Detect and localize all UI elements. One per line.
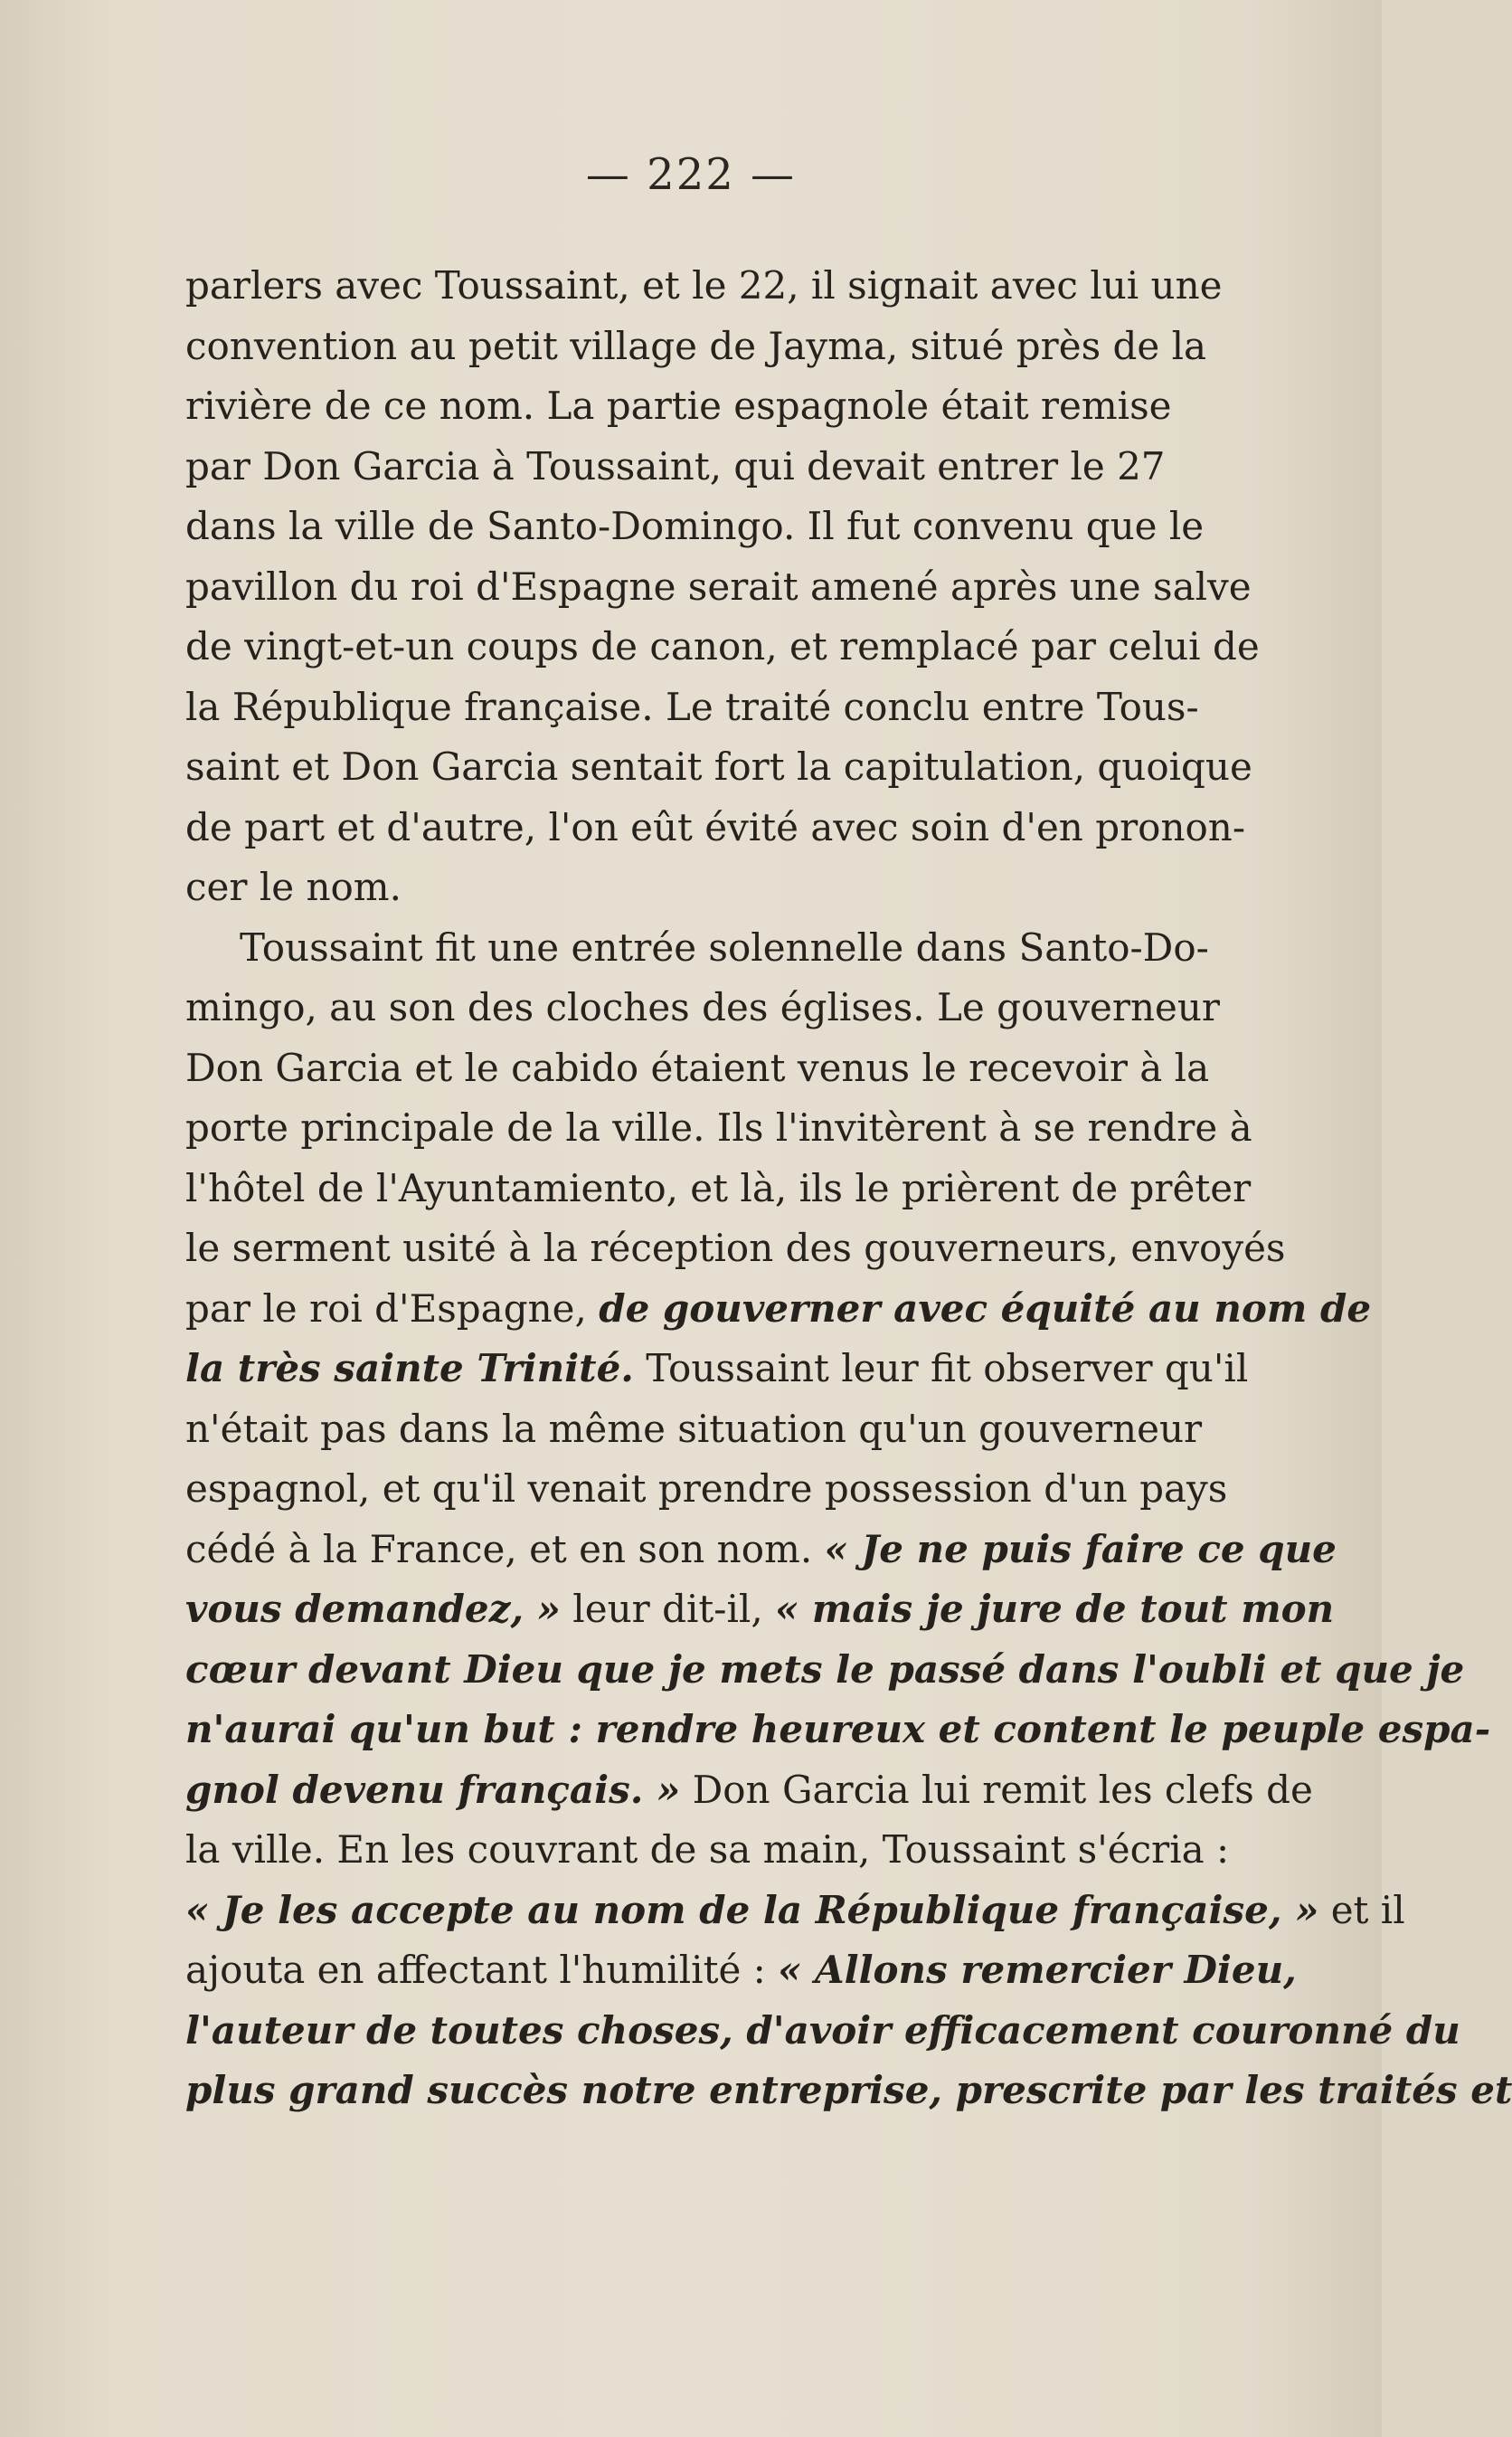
text-segment: Toussaint leur fit observer qu'il: [646, 1346, 1249, 1390]
italic-quote: gnol devenu français. »: [185, 1767, 681, 1812]
text-line: la République française. Le traité conclu entre Tous-: [185, 684, 1199, 729]
italic-quote: « Je les accepte au nom de la République française, »: [185, 1887, 1319, 1932]
text-line: dans la ville de Santo-Domingo. Il fut convenu que le: [185, 504, 1205, 548]
italic-line: l'auteur de toutes choses, d'avoir efficacement couronné du: [185, 2007, 1460, 2053]
text-line: rivière de ce nom. La partie espagnole était remise: [185, 384, 1172, 428]
text-line: saint et Don Garcia sentait fort la capitulation, quoique: [185, 744, 1252, 789]
text-line: l'hôtel de l'Ayuntamiento, et là, ils le prièrent de prêter: [185, 1165, 1252, 1210]
text-line: convention au petit village de Jayma, situé près de la: [185, 323, 1207, 368]
italic-quote: de gouverner avec équité au nom de: [599, 1285, 1372, 1331]
italic-quote: « Allons remercier Dieu,: [778, 1948, 1297, 1992]
text-line: [185, 1940, 1361, 2001]
text-line: [185, 1760, 1361, 1821]
text-segment: Don Garcia lui remit les clefs de: [692, 1767, 1313, 1812]
italic-line: n'aurai qu'un but : rendre heureux et content le peuple espa-: [185, 1707, 1491, 1751]
text-line: [185, 1579, 1361, 1640]
text-segment: et il: [1330, 1887, 1405, 1932]
text-segment: ajouta en affectant l'humilité :: [185, 1948, 766, 1992]
text-line: porte principale de la ville. Ils l'invitèrent à se rendre à: [185, 1105, 1252, 1150]
text-line: Don Garcia et le cabido étaient venus le recevoir à la: [185, 1045, 1210, 1090]
body-text: [185, 256, 1512, 2121]
text-line: [185, 1339, 1361, 1399]
text-line: [185, 1520, 1361, 1580]
page-number: — 222 —: [585, 149, 797, 200]
text-line: n'était pas dans la même situation qu'un gouverneur: [185, 1406, 1203, 1451]
text-segment: par le roi d'Espagne,: [185, 1285, 587, 1331]
italic-line: cœur devant Dieu que je mets le passé dans l'oubli et que je: [185, 1646, 1465, 1692]
italic-quote: vous demandez, »: [185, 1587, 561, 1631]
text-line: par Don Garcia à Toussaint, qui devait entrer le 27: [185, 443, 1166, 488]
text-line: mingo, au son des cloches des églises. Le gouverneur: [185, 985, 1221, 1029]
text-segment: cédé à la France, et en son nom.: [185, 1526, 813, 1571]
text-line: de part et d'autre, l'on eût évité avec soin d'en pronon-: [185, 804, 1246, 849]
text-line: parlers avec Toussaint, et le 22, il signait avec lui une: [185, 263, 1223, 308]
text-line: [185, 1279, 1372, 1340]
text-line: cer le nom.: [185, 865, 402, 909]
italic-quote: « mais je jure de tout mon: [775, 1587, 1335, 1631]
text-line: le serment usité à la réception des gouverneurs, envoyés: [185, 1226, 1286, 1270]
italic-quote: « Je ne puis faire ce que: [824, 1526, 1337, 1571]
text-line: la ville. En les couvrant de sa main, Toussaint s'écria :: [185, 1827, 1230, 1872]
text-segment: leur dit-il,: [572, 1587, 763, 1631]
paragraph-start-line: Toussaint fit une entrée solennelle dans Santo-Do-: [240, 925, 1209, 970]
text-line: [185, 1881, 1405, 1941]
text-line: espagnol, et qu'il venait prendre possession d'un pays: [185, 1466, 1228, 1511]
italic-line: plus grand succès notre entreprise, prescrite par les traités et: [185, 2068, 1512, 2112]
text-line: de vingt-et-un coups de canon, et remplacé par celui de: [185, 624, 1260, 669]
text-line: pavillon du roi d'Espagne serait amené après une salve: [185, 564, 1252, 609]
italic-quote: la très sainte Trinité.: [185, 1346, 634, 1390]
